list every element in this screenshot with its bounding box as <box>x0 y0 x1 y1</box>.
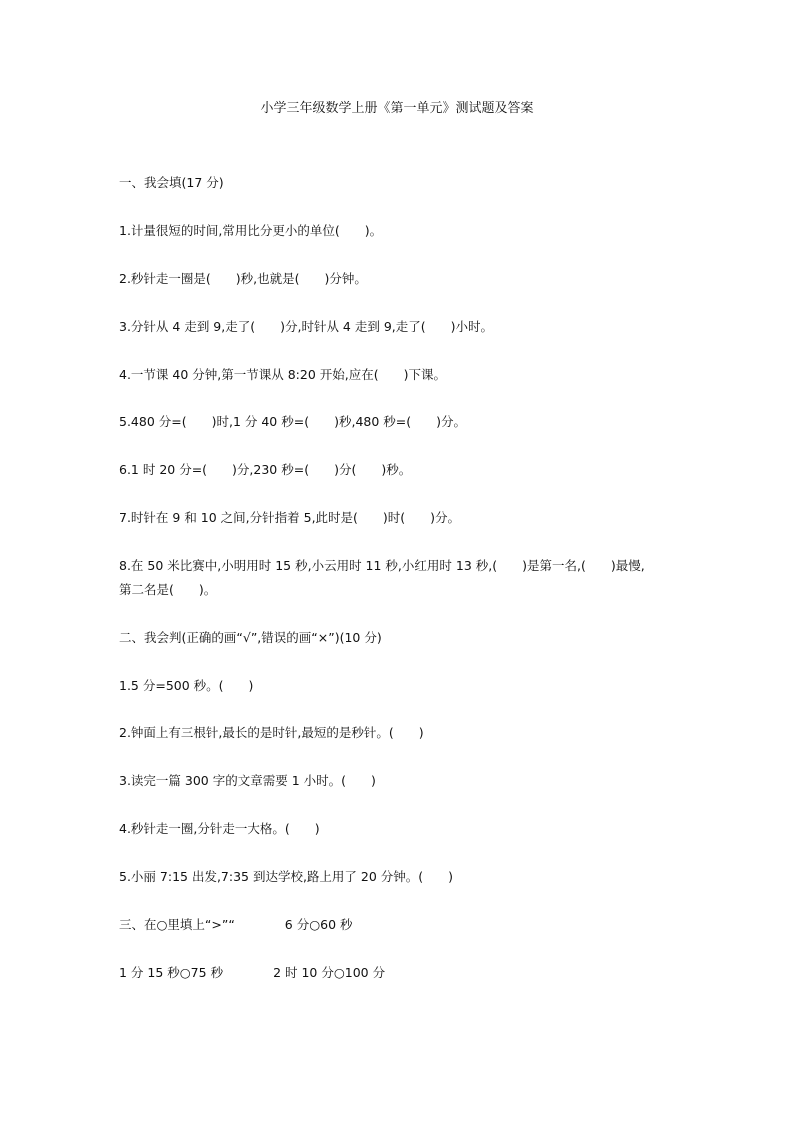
question-fill-8: 8.在 50 米比赛中,小明用时 15 秒,小云用时 11 秒,小红用时 13 秒,( )是第一名,( )最慢, <box>119 558 645 573</box>
question-judge-5: 5.小丽 7:15 出发,7:35 到达学校,路上用了 20 分钟。( ) <box>119 869 454 884</box>
section-heading-fill: 一、我会填(17 分) <box>119 175 224 190</box>
question-fill-3: 3.分针从 4 走到 9,走了( )分,时针从 4 走到 9,走了( )小时。 <box>119 319 494 334</box>
section-heading-judge: 二、我会判(正确的画“√”,错误的画“×”)(10 分) <box>119 630 382 645</box>
question-judge-4: 4.秒针走一圈,分针走一大格。( ) <box>119 821 320 836</box>
document-title: 小学三年级数学上册《第一单元》测试题及答案 <box>260 101 534 116</box>
question-compare-row: 1 分 15 秒○75 秒 2 时 10 分○100 分 <box>119 965 386 980</box>
question-fill-4: 4.一节课 40 分钟,第一节课从 8:20 开始,应在( )下课。 <box>119 367 446 382</box>
question-judge-3: 3.读完一篇 300 字的文章需要 1 小时。( ) <box>119 773 376 788</box>
question-fill-8-continued: 第二名是( )。 <box>119 582 217 597</box>
question-fill-2: 2.秒针走一圈是( )秒,也就是( )分钟。 <box>119 271 367 286</box>
section-heading-compare: 三、在○里填上“>”“ 6 分○60 秒 <box>119 917 353 932</box>
question-judge-2: 2.钟面上有三根针,最长的是时针,最短的是秒针。( ) <box>119 725 424 740</box>
question-judge-1: 1.5 分=500 秒。( ) <box>119 678 254 693</box>
question-fill-6: 6.1 时 20 分=( )分,230 秒=( )分( )秒。 <box>119 462 412 477</box>
question-fill-1: 1.计量很短的时间,常用比分更小的单位( )。 <box>119 223 383 238</box>
question-fill-5: 5.480 分=( )时,1 分 40 秒=( )秒,480 秒=( )分。 <box>119 414 466 429</box>
question-fill-7: 7.时针在 9 和 10 之间,分针指着 5,此时是( )时( )分。 <box>119 510 461 525</box>
